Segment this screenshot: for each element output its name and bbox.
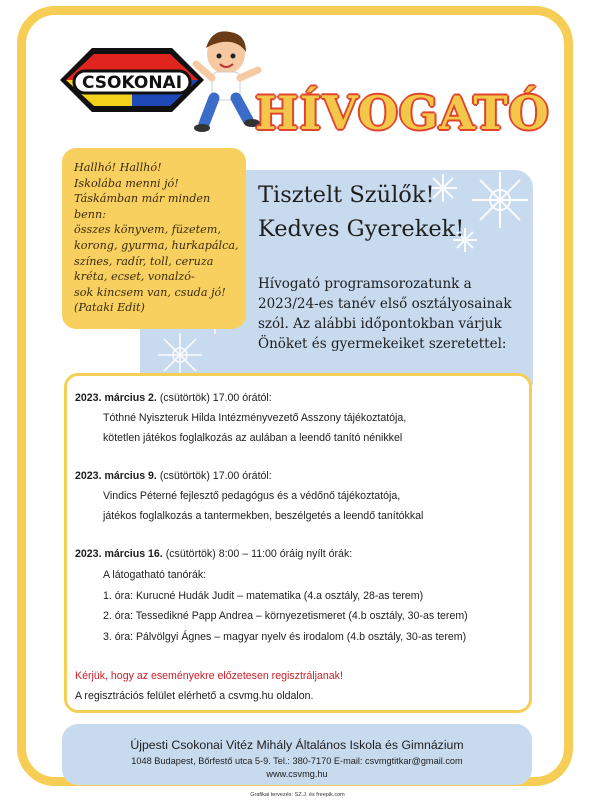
greeting-line-1: Tisztelt Szülők!	[258, 182, 435, 208]
event-3-lesson-3: 3. óra: Pálvölgyi Ágnes – magyar nyelv és irodalom (4.b osztály, 30-as terem)	[103, 631, 467, 643]
event-1-line-2: kötetlen játékos foglalkozás az aulában a leendő tanító nénikkel	[103, 432, 403, 444]
poem-line: korong, gyurma, hurkapálca,	[74, 238, 239, 252]
cartoon-boy-image	[186, 24, 266, 136]
logo-text: CSOKONAI	[81, 73, 183, 93]
poem-box	[62, 148, 246, 329]
event-1-date: 2023. március 2.	[75, 392, 157, 404]
intro-line: szól. Az alábbi időpontokban várjuk	[258, 316, 502, 332]
poem-line: Hallhó! Hallhó!	[74, 161, 162, 174]
event-2-time: (csütörtök) 17.00 órától:	[159, 470, 272, 482]
event-2-line-1: Vindics Péterné fejlesztő pedagógus és a védőnő tájékoztatója,	[103, 490, 401, 502]
event-2-line-2: játékos foglalkozás a tantermekben, beszélgetés a leendő tanítókkal	[103, 510, 424, 522]
event-1-time: (csütörtök) 17.00 órától:	[159, 392, 272, 404]
school-website[interactable]: www.csvmg.hu	[266, 769, 328, 779]
school-name: Újpesti Csokonai Vitéz Mihály Általános Iskola és Gimnázium	[130, 738, 464, 752]
page-title: HÍVOGATÓ	[255, 86, 550, 140]
event-3-date: 2023. március 16.	[75, 548, 163, 560]
registration-info: A regisztrációs felület elérhető a csvmg.hu oldalon.	[75, 690, 314, 702]
event-3-subheading: A látogatható tanórák:	[103, 569, 207, 581]
poem-line: Iskolába menni jó!	[74, 176, 179, 190]
footer	[62, 724, 532, 785]
intro-line: Hívogató programsorozatunk a	[258, 276, 472, 292]
intro-line: Önöket és gyermekeiket szeretettel:	[258, 336, 507, 352]
event-2-date: 2023. március 9.	[75, 470, 157, 482]
event-2-heading	[75, 470, 272, 482]
poem-line: sok kincsem van, csuda jó!	[74, 285, 226, 299]
greeting-line-2: Kedves Gyerekek!	[258, 216, 465, 242]
event-1-heading	[75, 392, 272, 404]
poem-author: (Pataki Edit)	[74, 301, 145, 315]
poem-line: kréta, ecset, vonalzó-	[74, 270, 195, 284]
event-1-line-1: Tóthné Nyiszteruk Hilda Intézményvezető Asszony tájékoztatója,	[103, 412, 407, 424]
school-address: 1048 Budapest, Bőrfestő utca 5-9. Tel.: 380-7170 E-mail: csvmgtitkar@gmail.com	[131, 756, 463, 766]
event-3-heading	[75, 548, 352, 560]
poem-line: összes könyvem, füzetem,	[74, 223, 221, 237]
poem-line: benn:	[74, 207, 106, 221]
design-credit: Grafikai tervezés: SZ.J. és freepik.com	[250, 792, 345, 798]
poem-line: színes, radír, toll, ceruza	[74, 254, 214, 268]
registration-notice: Kérjük, hogy az eseményekre előzetesen regisztráljanak!	[75, 670, 343, 682]
greeting	[258, 178, 464, 246]
event-3-time: (csütörtök) 8:00 – 11:00 óráig nyílt órák:	[165, 548, 353, 560]
event-3-lesson-1: 1. óra: Kurucné Hudák Judit – matematika (4.a osztály, 28-as terem)	[103, 590, 424, 602]
intro-line: 2023/24-es tanév első osztályosainak	[258, 296, 512, 312]
event-3-lesson-2: 2. óra: Tessedikné Papp Andrea – környezetismeret (4.b osztály, 30-as terem)	[103, 610, 468, 622]
events-box	[64, 373, 532, 713]
intro-text	[258, 274, 538, 354]
poem-line: Táskámban már minden	[74, 192, 211, 206]
